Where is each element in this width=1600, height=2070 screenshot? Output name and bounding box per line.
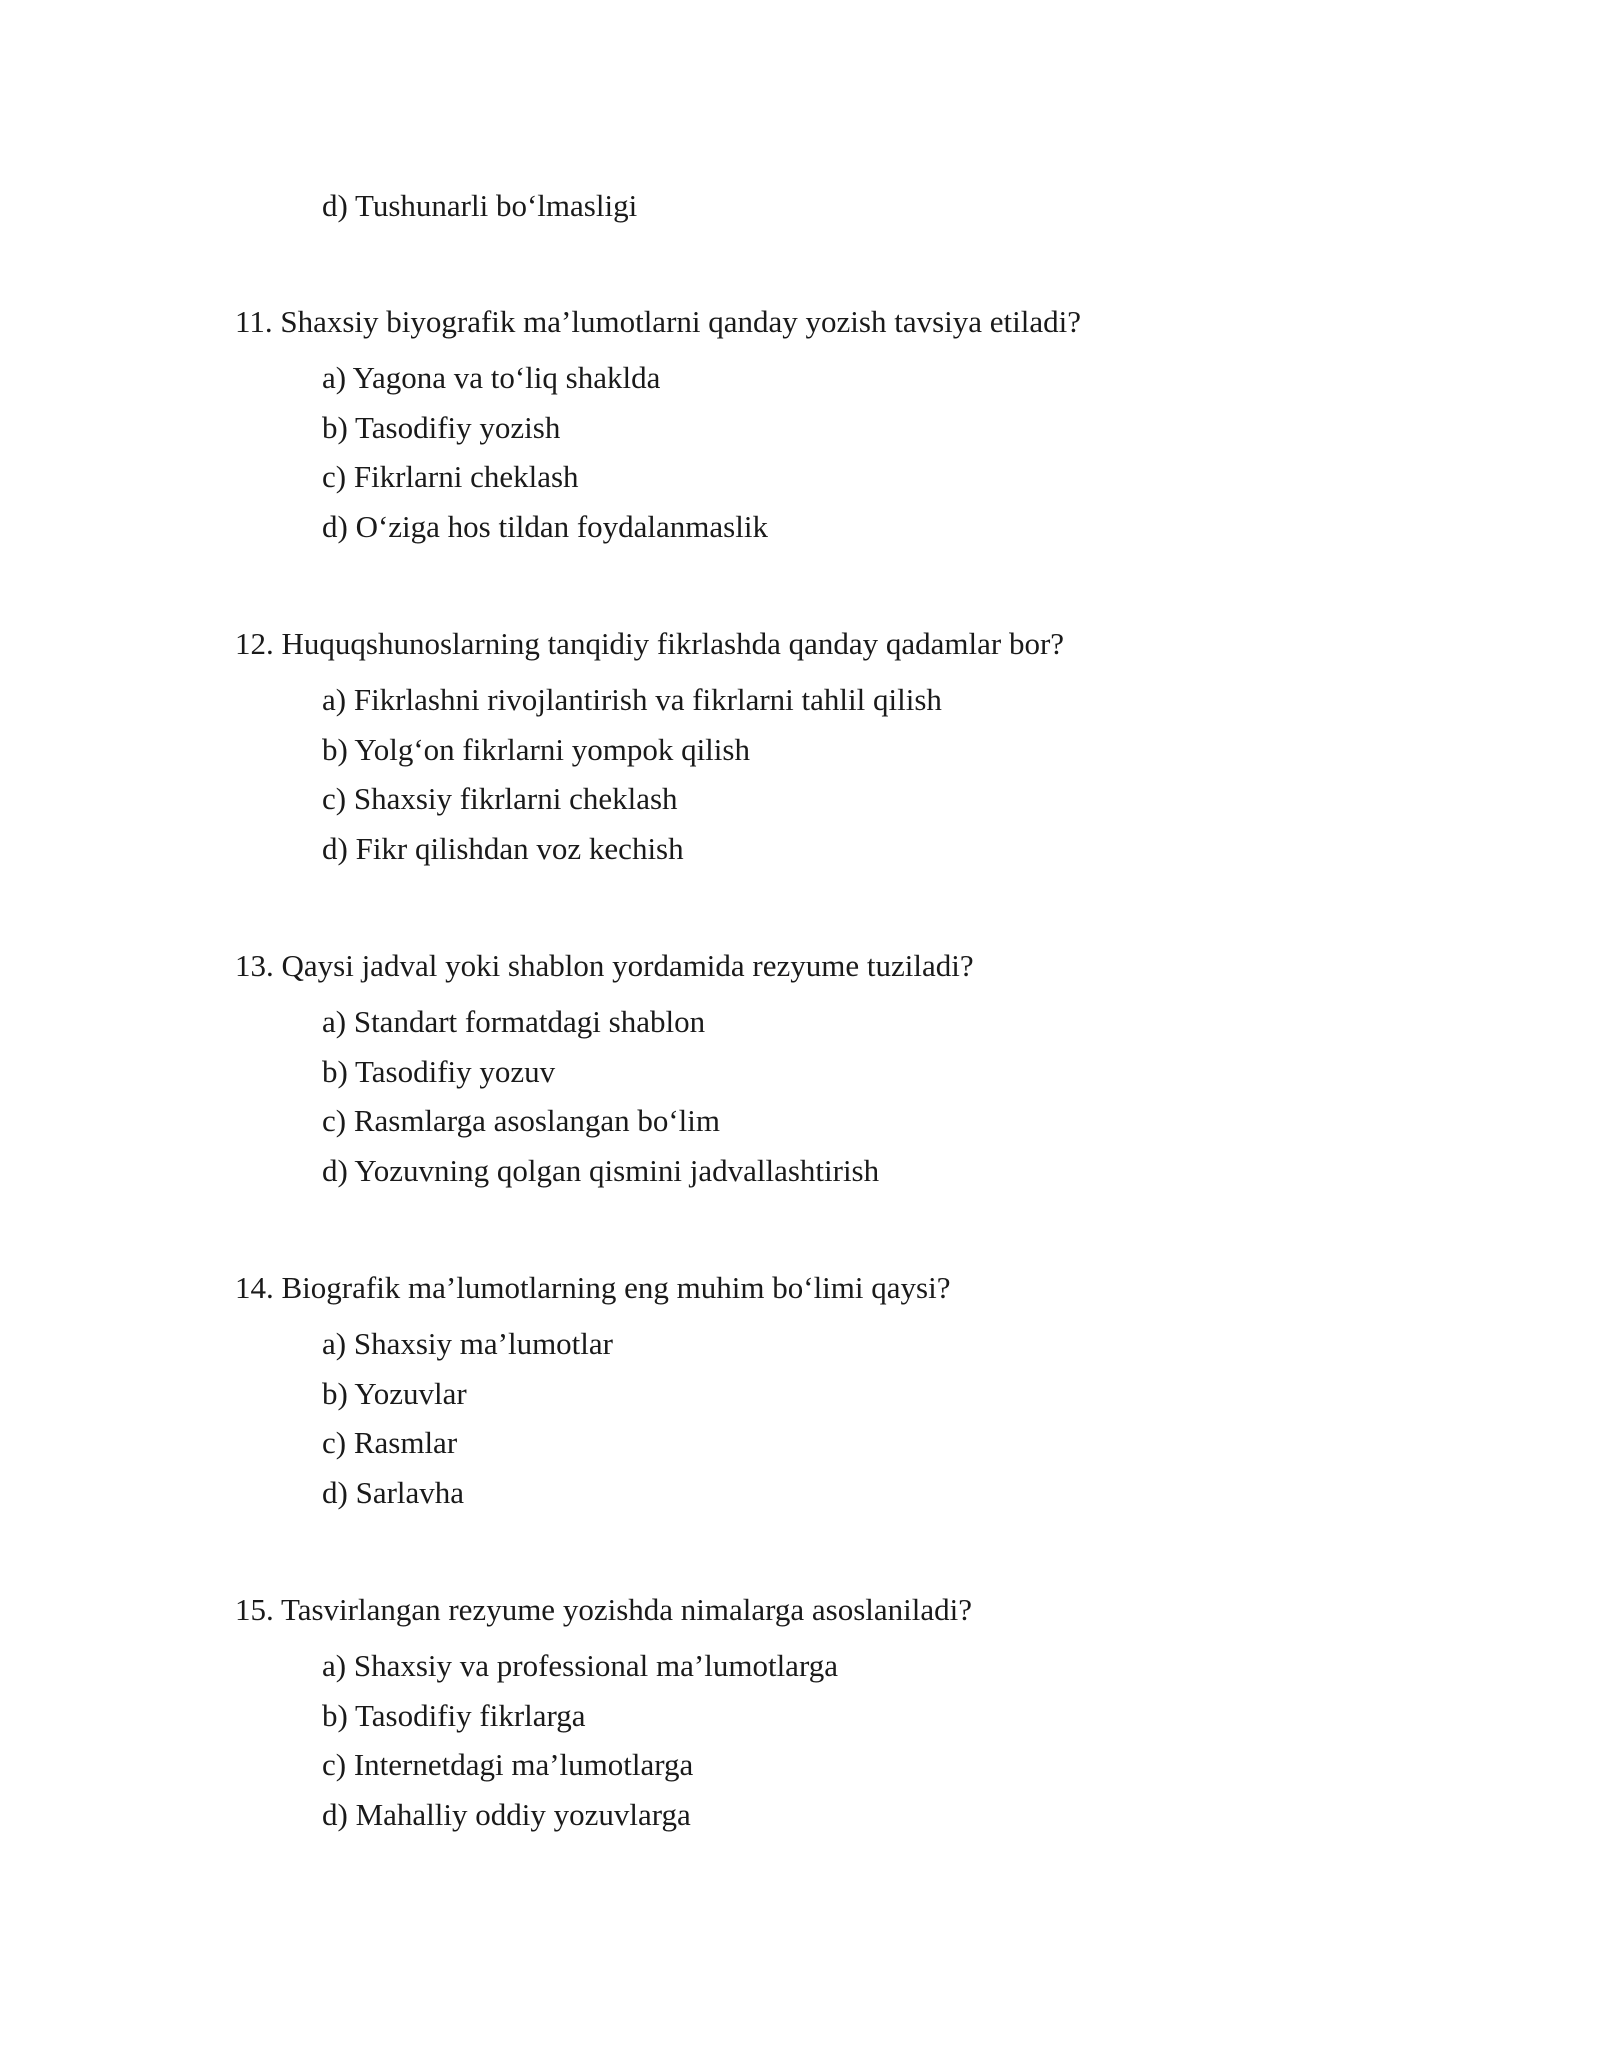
answer-option-b: b) Tasodifiy yozish (322, 409, 561, 445)
answer-options (235, 680, 1535, 878)
answer-option-a: a) Standart formatdagi shablon (322, 1004, 706, 1039)
question-text: 15. Tasvirlangan rezyume yozishda nimalarga asoslaniladi? (235, 1592, 973, 1627)
question-11 (235, 302, 1535, 556)
answer-option-d: d) Yozuvning qolgan qismini jadvallashtirish (322, 1152, 880, 1188)
question-15 (235, 1590, 1535, 1844)
answer-option-a: a) Shaxsiy ma’lumotlar (322, 1326, 613, 1361)
question-text: 11. Shaxsiy biyografik ma’lumotlarni qanday yozish tavsiya etiladi? (235, 304, 1081, 339)
answer-option-a: a) Yagona va to‘liq shaklda (322, 360, 661, 395)
answer-option-b: b) Tasodifiy fikrlarga (322, 1697, 586, 1733)
answer-option-a: a) Fikrlashni rivojlantirish va fikrlarni tahlil qilish (322, 682, 942, 717)
question-text: 14. Biografik ma’lumotlarning eng muhim bo‘limi qaysi? (235, 1270, 951, 1305)
answer-option-b: b) Yolg‘on fikrlarni yompok qilish (322, 731, 750, 767)
question-14 (235, 1268, 1535, 1522)
question-13 (235, 946, 1535, 1200)
answer-option-c: c) Fikrlarni cheklash (322, 459, 579, 494)
answer-options (235, 358, 1535, 556)
answer-option-c: c) Internetdagi ma’lumotlarga (322, 1747, 694, 1782)
question-text: 12. Huquqshunoslarning tanqidiy fikrlashda qanday qadamlar bor? (235, 626, 1065, 661)
answer-option-d: d) Sarlavha (322, 1474, 465, 1510)
answer-option-d: d) Fikr qilishdan voz kechish (322, 830, 684, 866)
answer-option-d: d) O‘ziga hos tildan foydalanmaslik (322, 508, 768, 544)
answer-option-c: c) Rasmlar (322, 1425, 458, 1460)
answer-option-c: c) Shaxsiy fikrlarni cheklash (322, 781, 678, 816)
answer-options (235, 1646, 1535, 1844)
previous-question-option-d: d) Tushunarli bo‘lmasligi (322, 188, 638, 223)
answer-options (235, 1324, 1535, 1522)
answer-options (235, 1002, 1535, 1200)
answer-option-b: b) Tasodifiy yozuv (322, 1053, 556, 1089)
answer-option-d: d) Mahalliy oddiy yozuvlarga (322, 1796, 691, 1832)
question-12 (235, 624, 1535, 878)
answer-option-b: b) Yozuvlar (322, 1375, 467, 1411)
answer-option-a: a) Shaxsiy va professional ma’lumotlarga (322, 1648, 838, 1683)
question-text: 13. Qaysi jadval yoki shablon yordamida rezyume tuziladi? (235, 948, 974, 983)
answer-option-c: c) Rasmlarga asoslangan bo‘lim (322, 1103, 721, 1138)
